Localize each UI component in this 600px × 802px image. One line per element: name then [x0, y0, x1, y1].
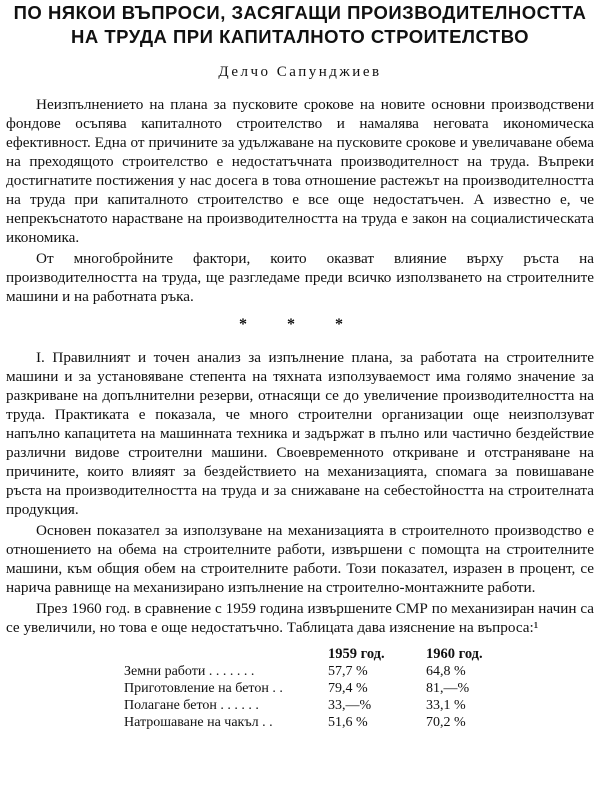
table-cell-label: Полагане бетон . . . . . . — [124, 697, 259, 713]
article-author: Делчо Сапунджиев — [218, 64, 382, 80]
table-row — [124, 714, 483, 731]
table-row — [124, 697, 483, 714]
table-header-label — [124, 645, 316, 663]
paragraph-section-3: През 1960 год. в сравнение с 1959 година извършените СМР по механизиран начин са се увеличили, но това е още недостатъчно. Таблицата дава изяснение на въпроса:¹ — [6, 600, 594, 636]
table-cell-label: Приготовление на бетон . . — [124, 680, 283, 696]
table-cell-1960: 70,2 % — [426, 714, 466, 730]
table-header-1960: 1960 год. — [426, 645, 483, 662]
table-row — [124, 680, 483, 697]
table-cell-1960: 33,1 % — [426, 697, 466, 713]
section-separator: * * * — [239, 316, 361, 333]
document-page — [0, 2, 600, 802]
table-header-row — [124, 645, 483, 663]
article-title-line-1: ПО НЯКОИ ВЪПРОСИ, ЗАСЯГАЩИ ПРОИЗВОДИТЕЛНОСТТА — [13, 2, 587, 23]
table-row — [124, 663, 483, 680]
paragraph-intro-1: Неизпълнението на плана за пусковите срокове на новите основни производствени фондове осъпява капиталното строителство и намалява неговата икономическа ефективност. Една от причините за удължаване на пусковите срокове и увеличаване обема на преходящото строителство е недостатъчната производителност на труда. Въпреки достигнатите постижения у нас досега в това отношение растежът на производителността на труда при капиталното строителство е все още недостатъчен. А известно е, че непрекъснатото нарастване на производителността на труда е закон на социалистическата икономика. — [6, 96, 594, 246]
table-cell-1959: 33,—% — [328, 697, 372, 713]
table-header-1959: 1959 год. — [328, 645, 385, 662]
table-cell-label: Натрошаване на чакъл . . — [124, 714, 273, 730]
table-cell-1959: 51,6 % — [328, 714, 368, 730]
paragraph-section-1: I. Правилният и точен анализ за изпълнение плана, за работата на строителните машини и за установяване степента на тяхната използуваемост има голямо значение за разкриване на допълнителни резерви, отнасящи се до увеличение производителността на труда. Практиката е показала, че много строителни организации още неизползуват напълно капацитета на машинната техника и задържат в пълно или частично бездействие различни видове строителни машини. Своевременното откриване и отстраняване на причините, които влияят за бездействието на механизацията, спомага за повишаване ръста на производителността на труда и за снижаване на себестойността на строителната продукция. — [6, 349, 594, 518]
table-cell-1960: 64,8 % — [426, 663, 466, 679]
table-cell-1959: 57,7 % — [328, 663, 368, 679]
article-title-line-2: НА ТРУДА ПРИ КАПИТАЛНОТО СТРОИТЕЛСТВО — [71, 26, 529, 47]
mechanization-table — [124, 645, 483, 731]
table-cell-label: Земни работи . . . . . . . — [124, 663, 255, 679]
table-cell-1959: 79,4 % — [328, 680, 368, 696]
table-cell-1960: 81,—% — [426, 680, 470, 696]
paragraph-intro-2: От многобройните фактори, които оказват влияние върху ръста на производителността на труда, ще разгледаме преди всичко използването на строителните машини и на работната ръка. — [6, 250, 594, 305]
paragraph-section-2: Основен показател за използуване на механизацията в строителното производство е отношението на обема на строителните работи, извършени с помощта на строителните машини, към общия обем на строителните работи. Този показател, изразен в процент, се нарича равнище на механизирано изпълнение на строително-монтажните работи. — [6, 522, 594, 596]
